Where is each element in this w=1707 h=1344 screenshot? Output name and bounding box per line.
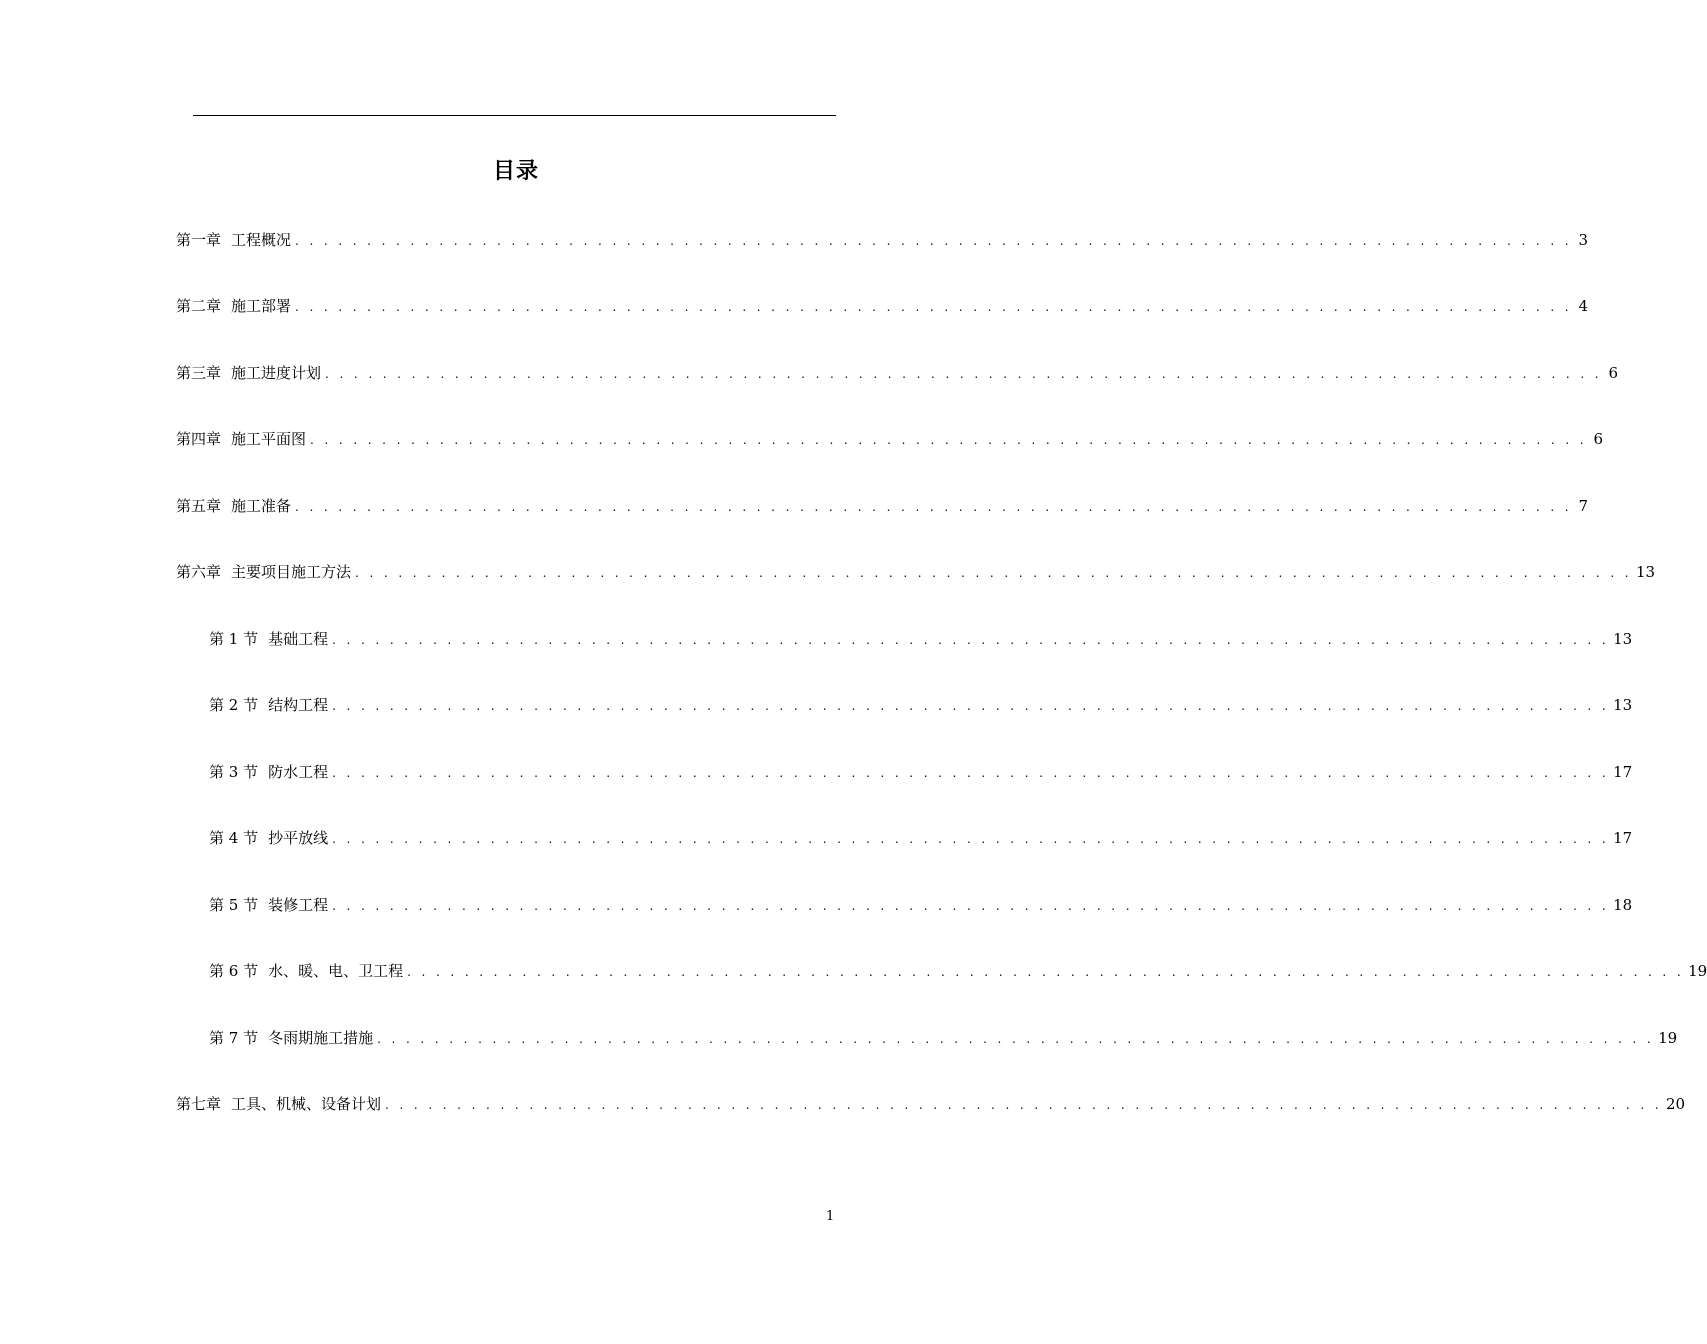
- header-rule: [193, 115, 836, 116]
- entry-title: 工具、机械、设备计划: [231, 1095, 382, 1113]
- entry-page: 18: [1613, 896, 1633, 914]
- entry-title: 施工平面图: [231, 430, 307, 448]
- entry-page: 13: [1613, 696, 1633, 714]
- entry-title: 工程概况: [231, 231, 292, 249]
- entry-number: 第 6 节: [209, 962, 259, 980]
- entry-label: [176, 561, 351, 583]
- entry-title: 施工进度计划: [231, 364, 322, 382]
- entry-page: 17: [1613, 763, 1633, 781]
- dot-leader: . . . . . . . . . . . . . . . . . . . . . . . . . . . . . . . . . . . . . . . . . . . . . . . . . . . . . . . . . . . . . . . . . . . . . . . . . . . . . . . . . . . . . . . . .: [332, 899, 1610, 913]
- entry-title: 施工部署: [231, 297, 292, 315]
- entry-page: 4: [1578, 297, 1588, 315]
- entry-page: 19: [1658, 1029, 1678, 1047]
- entry-title: 冬雨期施工措施: [268, 1029, 374, 1047]
- toc-entry[interactable]: [176, 561, 1656, 583]
- entry-page: 17: [1613, 829, 1633, 847]
- entry-title: 基础工程: [268, 630, 329, 648]
- entry-label: [176, 428, 306, 450]
- entry-label: [209, 894, 328, 916]
- entry-label: [176, 1093, 381, 1115]
- dot-leader: . . . . . . . . . . . . . . . . . . . . . . . . . . . . . . . . . . . . . . . . . . . . . . . . . . . . . . . . . . . . . . . . . . . . . . . . . . . . . . . . . . . . . . . . .: [332, 832, 1610, 846]
- entry-title: 主要项目施工方法: [231, 563, 352, 581]
- entry-title: 防水工程: [268, 763, 329, 781]
- toc-entry[interactable]: [176, 295, 1588, 317]
- entry-number: 第六章: [176, 563, 222, 581]
- entry-number: 第七章: [176, 1095, 222, 1113]
- toc-entry[interactable]: [176, 428, 1603, 450]
- entry-label: [209, 761, 328, 783]
- entry-page: 6: [1593, 430, 1603, 448]
- entry-number: 第 2 节: [209, 696, 259, 714]
- toc-entry[interactable]: [209, 761, 1633, 783]
- dot-leader: . . . . . . . . . . . . . . . . . . . . . . . . . . . . . . . . . . . . . . . . . . . . . . . . . . . . . . . . . . . . . . . . . . . . . . . . . . . . . . . . . . . . . . . . .: [295, 234, 1572, 248]
- entry-page: 20: [1666, 1095, 1686, 1113]
- entry-title: 抄平放线: [268, 829, 329, 847]
- toc-entry[interactable]: [209, 1027, 1678, 1049]
- entry-number: 第 3 节: [209, 763, 259, 781]
- entry-page: 7: [1578, 497, 1588, 515]
- entry-page: 13: [1613, 630, 1633, 648]
- entry-title: 结构工程: [268, 696, 329, 714]
- entry-label: [176, 295, 291, 317]
- entry-label: [176, 362, 321, 384]
- dot-leader: . . . . . . . . . . . . . . . . . . . . . . . . . . . . . . . . . . . . . . . . . . . . . . . . . . . . . . . . . . . . . . . . . . . . . . . . . . . . . . . . . . . . . . . . .: [325, 367, 1602, 381]
- entry-page: 6: [1608, 364, 1618, 382]
- entry-label: [176, 495, 291, 517]
- entry-number: 第一章: [176, 231, 222, 249]
- entry-number: 第四章: [176, 430, 222, 448]
- entry-page: 13: [1636, 563, 1656, 581]
- dot-leader: . . . . . . . . . . . . . . . . . . . . . . . . . . . . . . . . . . . . . . . . . . . . . . . . . . . . . . . . . . . . . . . . . . . . . . . . . . . . . . . . . . . . . . . . .: [295, 300, 1572, 314]
- toc-entry[interactable]: [209, 694, 1633, 716]
- entry-number: 第 7 节: [209, 1029, 259, 1047]
- toc-entry[interactable]: [176, 1093, 1686, 1115]
- entry-page: 19: [1688, 962, 1707, 980]
- entry-number: 第五章: [176, 497, 222, 515]
- entry-label: [209, 827, 328, 849]
- dot-leader: . . . . . . . . . . . . . . . . . . . . . . . . . . . . . . . . . . . . . . . . . . . . . . . . . . . . . . . . . . . . . . . . . . . . . . . . . . . . . . . . . . . . . . . . .: [355, 566, 1632, 580]
- entry-number: 第二章: [176, 297, 222, 315]
- dot-leader: . . . . . . . . . . . . . . . . . . . . . . . . . . . . . . . . . . . . . . . . . . . . . . . . . . . . . . . . . . . . . . . . . . . . . . . . . . . . . . . . . . . . . . . . .: [377, 1032, 1655, 1046]
- toc-entry[interactable]: [209, 960, 1707, 982]
- dot-leader: . . . . . . . . . . . . . . . . . . . . . . . . . . . . . . . . . . . . . . . . . . . . . . . . . . . . . . . . . . . . . . . . . . . . . . . . . . . . . . . . . . . . . . . . .: [385, 1098, 1662, 1112]
- entry-number: 第 4 节: [209, 829, 259, 847]
- dot-leader: . . . . . . . . . . . . . . . . . . . . . . . . . . . . . . . . . . . . . . . . . . . . . . . . . . . . . . . . . . . . . . . . . . . . . . . . . . . . . . . . . . . . . . . . .: [332, 766, 1610, 780]
- dot-leader: . . . . . . . . . . . . . . . . . . . . . . . . . . . . . . . . . . . . . . . . . . . . . . . . . . . . . . . . . . . . . . . . . . . . . . . . . . . . . . . . . . . . . . . . .: [295, 500, 1572, 514]
- dot-leader: . . . . . . . . . . . . . . . . . . . . . . . . . . . . . . . . . . . . . . . . . . . . . . . . . . . . . . . . . . . . . . . . . . . . . . . . . . . . . . . . . . . . . . . . .: [310, 433, 1587, 447]
- entry-page: 3: [1578, 231, 1588, 249]
- entry-label: [209, 694, 328, 716]
- toc-entry[interactable]: [209, 827, 1633, 849]
- toc-entry[interactable]: [209, 628, 1633, 650]
- toc-entry[interactable]: [209, 894, 1633, 916]
- entry-label: [209, 628, 328, 650]
- entry-number: 第 1 节: [209, 630, 259, 648]
- toc-entry[interactable]: [176, 362, 1618, 384]
- entry-label: [209, 960, 403, 982]
- toc-entry[interactable]: [176, 495, 1588, 517]
- dot-leader: . . . . . . . . . . . . . . . . . . . . . . . . . . . . . . . . . . . . . . . . . . . . . . . . . . . . . . . . . . . . . . . . . . . . . . . . . . . . . . . . . . . . . . . . .: [332, 699, 1610, 713]
- page-number: 1: [826, 1209, 835, 1224]
- entry-title: 水、暖、电、卫工程: [268, 962, 404, 980]
- entry-number: 第三章: [176, 364, 222, 382]
- entry-label: [176, 229, 291, 251]
- entry-number: 第 5 节: [209, 896, 259, 914]
- dot-leader: . . . . . . . . . . . . . . . . . . . . . . . . . . . . . . . . . . . . . . . . . . . . . . . . . . . . . . . . . . . . . . . . . . . . . . . . . . . . . . . . . . . . . . . . .: [407, 965, 1685, 979]
- entry-label: [209, 1027, 373, 1049]
- dot-leader: . . . . . . . . . . . . . . . . . . . . . . . . . . . . . . . . . . . . . . . . . . . . . . . . . . . . . . . . . . . . . . . . . . . . . . . . . . . . . . . . . . . . . . . . .: [332, 633, 1610, 647]
- entry-title: 装修工程: [268, 896, 329, 914]
- entry-title: 施工准备: [231, 497, 292, 515]
- toc-entry[interactable]: [176, 229, 1588, 251]
- page-title: 目录: [492, 159, 539, 184]
